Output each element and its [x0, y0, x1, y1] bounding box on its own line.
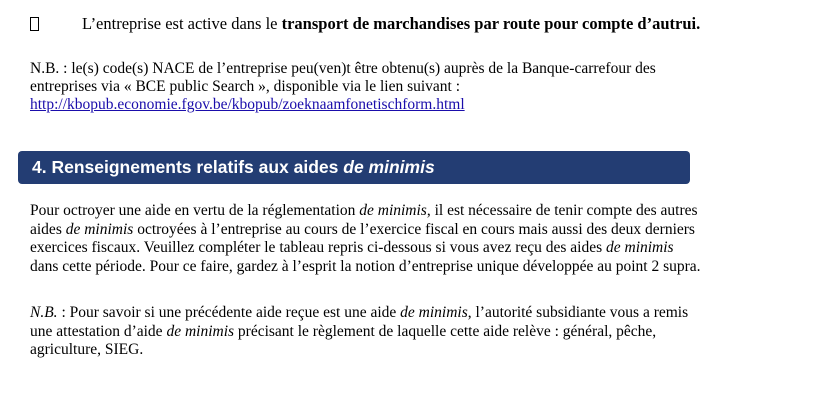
para2-text: précisant le règlement de laquelle cette aide relève : général, pêche,: [234, 322, 657, 340]
section-title-plain: 4. Renseignements relatifs aux aides: [32, 157, 339, 177]
para2-italic: de minimis: [166, 322, 235, 340]
para2-italic: N.B.: [30, 304, 58, 321]
para2-text: : Pour savoir si une précédente aide reçue est une aide: [57, 304, 401, 321]
para1-text: dans cette période. Pour ce faire, gardez à l’esprit la notion d’entreprise unique développée au point 2 supra.: [30, 258, 701, 276]
section-header: [18, 151, 690, 184]
nace-note: [30, 60, 656, 114]
para2-text: agriculture, SIEG.: [30, 341, 144, 359]
para1-text: exercices fiscaux. Veuillez compléter le tableau repris ci-dessous si vous avez reçu des aides: [30, 239, 606, 257]
de-minimis-paragraph: [30, 202, 701, 277]
kbopub-link[interactable]: http://kbopub.economie.fgov.be/kbopub/zoeknaamfonetischform.html: [30, 96, 465, 113]
nb-paragraph: [30, 304, 688, 360]
para1-text: Pour octroyer une aide en vertu de la réglementation: [30, 202, 360, 219]
nace-note-line1: N.B. : le(s) code(s) NACE de l’entreprise peu(ven)t être obtenu(s) auprès de la Banque-carrefour des: [30, 60, 656, 77]
activity-statement: [82, 14, 700, 34]
para1-text: aides: [30, 220, 66, 238]
activity-prefix: L’entreprise est active dans le: [82, 14, 282, 33]
para1-text: , il est nécessaire de tenir compte des autres: [426, 202, 698, 219]
para1-italic: de minimis: [606, 239, 674, 257]
nace-note-line2: entreprises via « BCE public Search », disponible via le lien suivant :: [30, 78, 461, 95]
para1-italic: de minimis: [359, 202, 427, 219]
section-title-italic: de minimis: [343, 157, 435, 177]
activity-bold: transport de marchandises par route pour compte d’autrui.: [281, 14, 701, 33]
para2-text: , l’autorité subsidiante vous a remis: [467, 304, 689, 321]
para2-text: une attestation d’aide: [30, 322, 167, 340]
para2-italic: de minimis: [400, 304, 468, 321]
para1-italic: de minimis: [65, 220, 134, 238]
activity-checkbox[interactable]: [30, 17, 39, 31]
para1-text: octroyées à l’entreprise au cours de l’exercice fiscal en cours mais aussi des deux derniers: [133, 220, 695, 238]
